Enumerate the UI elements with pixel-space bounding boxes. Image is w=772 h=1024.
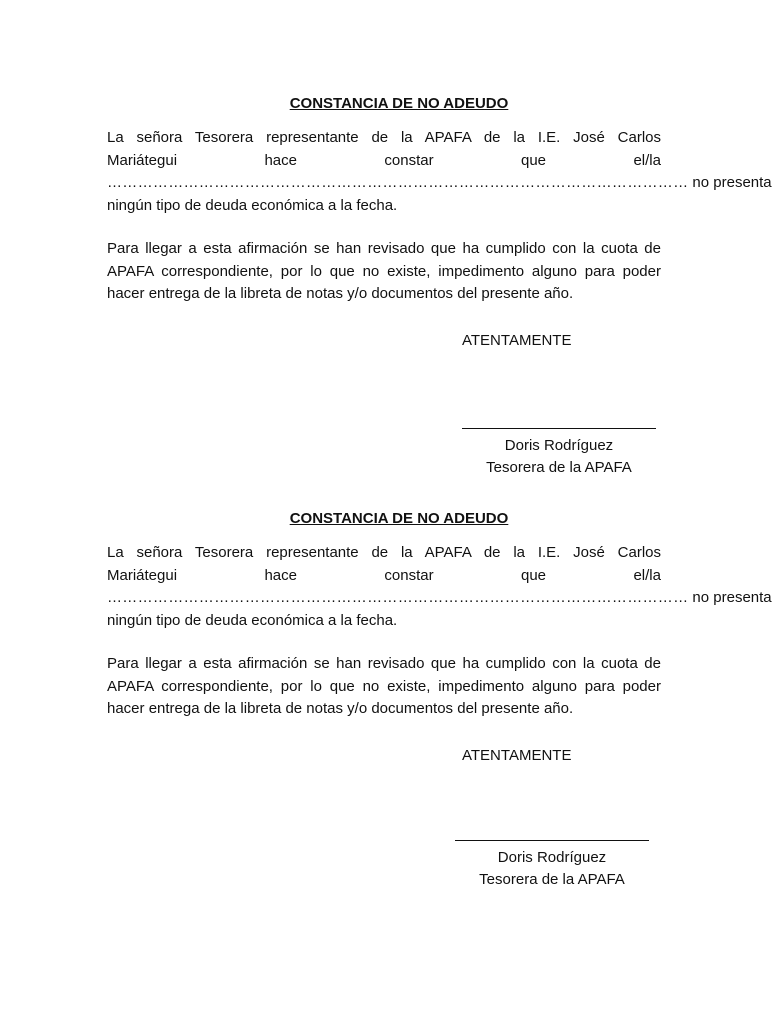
closing-text: ATENTAMENTE bbox=[462, 747, 572, 764]
word: hace bbox=[264, 566, 297, 584]
signer-role: Tesorera de la APAFA bbox=[479, 871, 625, 888]
word: constar bbox=[384, 566, 434, 584]
signature-block bbox=[452, 428, 666, 479]
certificate-paragraph-1 bbox=[107, 127, 772, 217]
certificate-paragraph-1 bbox=[107, 542, 772, 632]
signature-line bbox=[462, 428, 656, 429]
paragraph-line bbox=[107, 542, 661, 565]
word: Mariátegui bbox=[107, 566, 178, 584]
line-text: La señora Tesorera representante de la APAFA de la I.E. José Carlos bbox=[107, 544, 661, 561]
paragraph-line bbox=[107, 587, 772, 610]
certificate-title: CONSTANCIA DE NO ADEUDO bbox=[289, 95, 509, 112]
signer-name: Doris Rodríguez bbox=[504, 437, 614, 454]
fill-in-dots: …………………………………………………………………………………………………… bbox=[107, 174, 689, 191]
word: que bbox=[521, 566, 547, 584]
signature-line bbox=[455, 840, 649, 841]
signer-name: Doris Rodríguez bbox=[497, 849, 607, 866]
certificate-title: CONSTANCIA DE NO ADEUDO bbox=[289, 510, 509, 527]
line-text: La señora Tesorera representante de la APAFA de la I.E. José Carlos bbox=[107, 129, 661, 146]
word: Mariátegui bbox=[107, 151, 178, 169]
word: constar bbox=[384, 151, 434, 169]
word: que bbox=[521, 151, 547, 169]
paragraph-line: ningún tipo de deuda económica a la fecha. bbox=[107, 611, 398, 629]
line-text: no presenta bbox=[692, 589, 772, 606]
signer-role: Tesorera de la APAFA bbox=[486, 459, 632, 476]
paragraph-line: ningún tipo de deuda económica a la fecha. bbox=[107, 196, 398, 214]
signature-block bbox=[445, 840, 659, 891]
paragraph-line bbox=[107, 172, 772, 195]
paragraph-line bbox=[107, 150, 661, 173]
word: el/la bbox=[633, 566, 661, 584]
paragraph-line bbox=[107, 565, 661, 588]
closing-text: ATENTAMENTE bbox=[462, 332, 572, 349]
line-text: no presenta bbox=[692, 174, 772, 191]
paragraph-line bbox=[107, 127, 661, 150]
word: hace bbox=[264, 151, 297, 169]
certificate-paragraph-2: Para llegar a esta afirmación se han revisado que ha cumplido con la cuota de APAFA correspondiente, por lo que no existe, impedimento alguno para poder hacer entrega de la libreta de notas y/o documentos del presente año. bbox=[107, 655, 661, 717]
certificate-2 bbox=[107, 510, 772, 888]
certificate-paragraph-2: Para llegar a esta afirmación se han revisado que ha cumplido con la cuota de APAFA correspondiente, por lo que no existe, impedimento alguno para poder hacer entrega de la libreta de notas y/o documentos del presente año. bbox=[107, 240, 661, 302]
fill-in-dots: …………………………………………………………………………………………………… bbox=[107, 589, 689, 606]
word: el/la bbox=[633, 151, 661, 169]
certificate-1 bbox=[107, 95, 772, 476]
